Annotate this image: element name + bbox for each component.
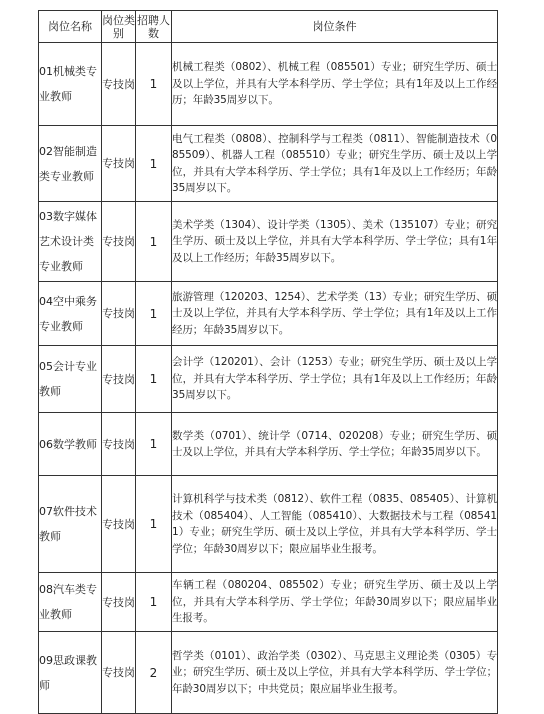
position-name: 03数字媒体艺术设计类专业教师: [39, 202, 102, 282]
hiring-count: 1: [136, 573, 172, 632]
position-name: 01机械类专业教师: [39, 43, 102, 126]
table-row: [39, 282, 498, 346]
table-header-row: [39, 11, 498, 43]
position-conditions: 美术学类（1304）、设计学类（1305）、美术（135107）专业；研究生学历、硕士及以上学位，并具有大学本科学历、学士学位；具有1年及以上工作经历；年龄35周岁以下。: [172, 202, 498, 282]
position-conditions: 数学类（0701）、统计学（0714、020208）专业；研究生学历、硕士及以上学位，并具有大学本科学历、学士学位；年龄35周岁以下。: [172, 413, 498, 476]
position-name: 07软件技术教师: [39, 476, 102, 573]
position-name: 09思政课教师: [39, 632, 102, 714]
header-hiring-count: 招聘人数: [136, 11, 172, 43]
position-category: 专技岗: [102, 43, 136, 126]
position-conditions: 电气工程类（0808）、控制科学与工程类（0811）、智能制造技术（085509）、机器人工程（085510）专业；研究生学历、硕士及以上学位，并具有大学本科学历、学士学位；具有1年及以上工作经历；年龄35周岁以下。: [172, 126, 498, 202]
table-row: [39, 573, 498, 632]
table-row: [39, 476, 498, 573]
hiring-count: 1: [136, 282, 172, 346]
position-conditions: 车辆工程（080204、085502）专业；研究生学历、硕士及以上学位，并具有大学本科学历、学士学位；年龄30周岁以下；限应届毕业生报考。: [172, 573, 498, 632]
position-conditions: 计算机科学与技术类（0812）、软件工程（0835、085405）、计算机技术（085404）、人工智能（085410）、大数据技术与工程（085411）专业；研究生学历、硕士及以上学位，并具有大学本科学历、学士学位；年龄30周岁以下；限应届毕业生报考。: [172, 476, 498, 573]
position-category: 专技岗: [102, 476, 136, 573]
position-conditions: 哲学类（0101）、政治学类（0302）、马克思主义理论类（0305）专业；研究生学历、硕士及以上学位，并具有大学本科学历、学士学位；年龄30周岁以下；中共党员；限应届毕业生报考。: [172, 632, 498, 714]
position-name: 04空中乘务专业教师: [39, 282, 102, 346]
hiring-count: 1: [136, 346, 172, 413]
table-row: [39, 126, 498, 202]
header-position-name: 岗位名称: [39, 11, 102, 43]
hiring-count: 1: [136, 126, 172, 202]
recruitment-table: [38, 10, 498, 714]
table-row: [39, 43, 498, 126]
position-category: 专技岗: [102, 126, 136, 202]
position-conditions: 会计学（120201）、会计（1253）专业；研究生学历、硕士及以上学位，并具有大学本科学历、学士学位；具有1年及以上工作经历；年龄35周岁以下。: [172, 346, 498, 413]
hiring-count: 1: [136, 413, 172, 476]
header-position-conditions: 岗位条件: [172, 11, 498, 43]
table-row: [39, 632, 498, 714]
hiring-count: 2: [136, 632, 172, 714]
position-category: 专技岗: [102, 282, 136, 346]
table-row: [39, 413, 498, 476]
table-row: [39, 202, 498, 282]
position-category: 专技岗: [102, 346, 136, 413]
position-conditions: 旅游管理（120203、1254）、艺术学类（13）专业；研究生学历、硕士及以上学位，并具有大学本科学历、学士学位；具有1年及以上工作经历；年龄35周岁以下。: [172, 282, 498, 346]
header-position-category: 岗位类别: [102, 11, 136, 43]
position-name: 05会计专业教师: [39, 346, 102, 413]
position-name: 06数学教师: [39, 413, 102, 476]
table-row: [39, 346, 498, 413]
position-name: 02智能制造类专业教师: [39, 126, 102, 202]
position-category: 专技岗: [102, 202, 136, 282]
position-category: 专技岗: [102, 573, 136, 632]
hiring-count: 1: [136, 476, 172, 573]
hiring-count: 1: [136, 202, 172, 282]
position-name: 08汽车类专业教师: [39, 573, 102, 632]
hiring-count: 1: [136, 43, 172, 126]
position-conditions: 机械工程类（0802）、机械工程（085501）专业；研究生学历、硕士及以上学位，并具有大学本科学历、学士学位；具有1年及以上工作经历；年龄35周岁以下。: [172, 43, 498, 126]
position-category: 专技岗: [102, 413, 136, 476]
position-category: 专技岗: [102, 632, 136, 714]
